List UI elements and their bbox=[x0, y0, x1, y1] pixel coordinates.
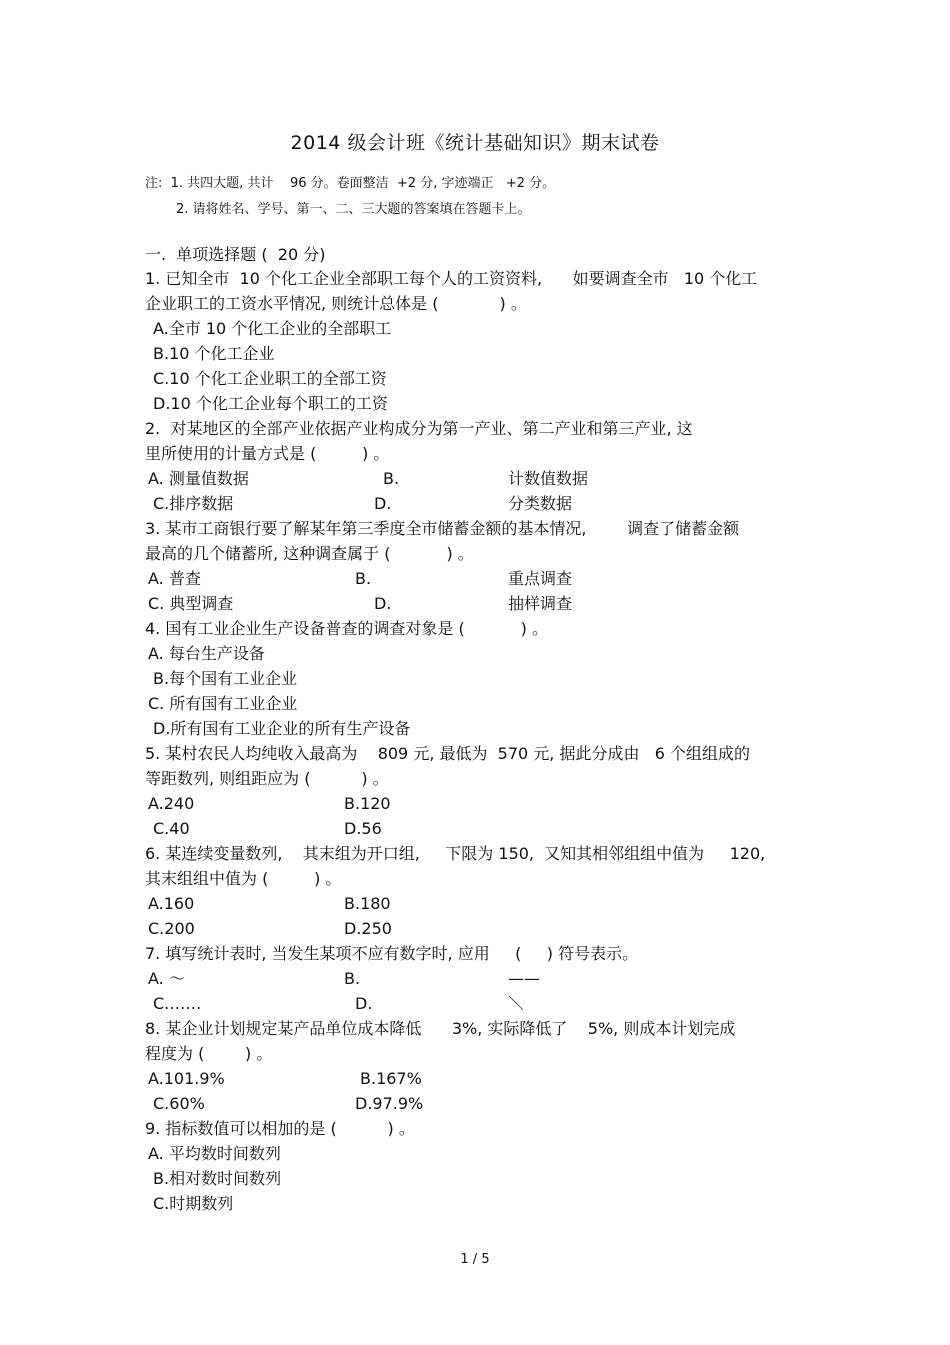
q5-stem-1: 5. 某村农民人均纯收入最高为 809 元, 最低为 570 元, 据此分成由 6 个组组成的 bbox=[145, 744, 750, 763]
q3-stem-1: 3. 某市工商银行要了解某年第三季度全市储蓄金额的基本情况, 调查了储蓄金额 bbox=[145, 519, 740, 538]
note-line-2: 2. 请将姓名、学号、第一、二、三大题的答案填在答题卡上。 bbox=[176, 202, 531, 217]
q5-stem-2: 等距数列, 则组距应为 ( ) 。 bbox=[145, 769, 389, 788]
q4-stem-1: 4. 国有工业企业生产设备普查的调查对象是 ( ) 。 bbox=[145, 619, 548, 638]
q6-option-a: A.160 bbox=[148, 894, 195, 913]
q1-option-a: A.全市 10 个化工企业的全部职工 bbox=[153, 319, 392, 338]
q3-option-b-label: B. bbox=[355, 569, 372, 588]
q6-option-c: C.200 bbox=[148, 919, 195, 938]
q4-option-a: A. 每台生产设备 bbox=[148, 644, 265, 663]
q2-option-a: A. 测量值数据 bbox=[148, 469, 249, 488]
q2-option-b-label: B. bbox=[383, 469, 400, 488]
q1-stem-2: 企业职工的工资水平情况, 则统计总体是 ( ) 。 bbox=[145, 294, 527, 313]
q2-stem-1: 2. 对某地区的全部产业依据产业构成分为第一产业、第二产业和第三产业, 这 bbox=[145, 419, 693, 438]
q8-stem-1: 8. 某企业计划规定某产品单位成本降低 3%, 实际降低了 5%, 则成本计划完成 bbox=[145, 1019, 736, 1038]
q7-stem-1: 7. 填写统计表时, 当发生某项不应有数字时, 应用 ( ) 符号表示。 bbox=[145, 944, 639, 963]
q3-option-a: A. 普查 bbox=[148, 569, 201, 588]
q7-option-d-label: D. bbox=[355, 994, 373, 1013]
q3-option-b: 重点调查 bbox=[508, 569, 573, 588]
q7-option-b: —— bbox=[508, 969, 540, 988]
q5-option-d: D.56 bbox=[344, 819, 382, 838]
q6-stem-2: 其末组组中值为 ( ) 。 bbox=[145, 869, 342, 888]
q6-option-b: B.180 bbox=[344, 894, 391, 913]
q8-stem-2: 程度为 ( ) 。 bbox=[145, 1044, 273, 1063]
q3-option-d: 抽样调查 bbox=[508, 594, 573, 613]
q7-option-d: ＼ bbox=[508, 994, 525, 1013]
q5-option-a: A.240 bbox=[148, 794, 195, 813]
q2-option-d-label: D. bbox=[374, 494, 392, 513]
q9-option-c: C.时期数列 bbox=[153, 1194, 234, 1213]
q2-option-b: 计数值数据 bbox=[508, 469, 589, 488]
note-line-1: 注: 1. 共四大题, 共计 96 分。卷面整洁 +2 分, 字迹端正 +2 分。 bbox=[145, 176, 556, 191]
q3-option-c: C. 典型调查 bbox=[148, 594, 234, 613]
q8-option-d: D.97.9% bbox=[355, 1094, 424, 1113]
q1-option-c: C.10 个化工企业职工的全部工资 bbox=[153, 369, 387, 388]
q2-stem-2: 里所使用的计量方式是 ( ) 。 bbox=[145, 444, 390, 463]
q1-option-d: D.10 个化工企业每个职工的工资 bbox=[153, 394, 388, 413]
q7-option-b-label: B. bbox=[344, 969, 361, 988]
q8-option-c: C.60% bbox=[153, 1094, 205, 1113]
q5-option-b: B.120 bbox=[344, 794, 391, 813]
q2-option-c: C.排序数据 bbox=[153, 494, 234, 513]
q5-option-c: C.40 bbox=[153, 819, 190, 838]
q3-stem-2: 最高的几个储蓄所, 这种调查属于 ( ) 。 bbox=[145, 544, 474, 563]
q4-option-b: B.每个国有工业企业 bbox=[153, 669, 298, 688]
q9-option-b: B.相对数时间数列 bbox=[153, 1169, 282, 1188]
q7-option-c: C.…… bbox=[153, 994, 202, 1013]
q9-option-a: A. 平均数时间数列 bbox=[148, 1144, 281, 1163]
q1-option-b: B.10 个化工企业 bbox=[153, 344, 275, 363]
q1-stem-1: 1. 已知全市 10 个化工企业全部职工每个人的工资资料, 如要调查全市 10 个化工 bbox=[145, 269, 758, 288]
q4-option-d: D.所有国有工业企业的所有生产设备 bbox=[153, 719, 411, 738]
q2-option-d: 分类数据 bbox=[508, 494, 573, 513]
q6-option-d: D.250 bbox=[344, 919, 392, 938]
q9-stem-1: 9. 指标数值可以相加的是 ( ) 。 bbox=[145, 1119, 415, 1138]
q7-option-a: A. ～ bbox=[148, 969, 185, 988]
q8-option-a: A.101.9% bbox=[148, 1069, 225, 1088]
q3-option-d-label: D. bbox=[374, 594, 392, 613]
q8-option-b: B.167% bbox=[360, 1069, 422, 1088]
q4-option-c: C. 所有国有工业企业 bbox=[148, 694, 298, 713]
page-number: 1 / 5 bbox=[460, 1252, 490, 1267]
q6-stem-1: 6. 某连续变量数列, 其末组为开口组, 下限为 150, 又知其相邻组组中值为 120, bbox=[145, 844, 766, 863]
page-title: 2014 级会计班《统计基础知识》期末试卷 bbox=[290, 132, 660, 154]
section-heading: 一. 单项选择题 ( 20 分) bbox=[145, 245, 326, 264]
